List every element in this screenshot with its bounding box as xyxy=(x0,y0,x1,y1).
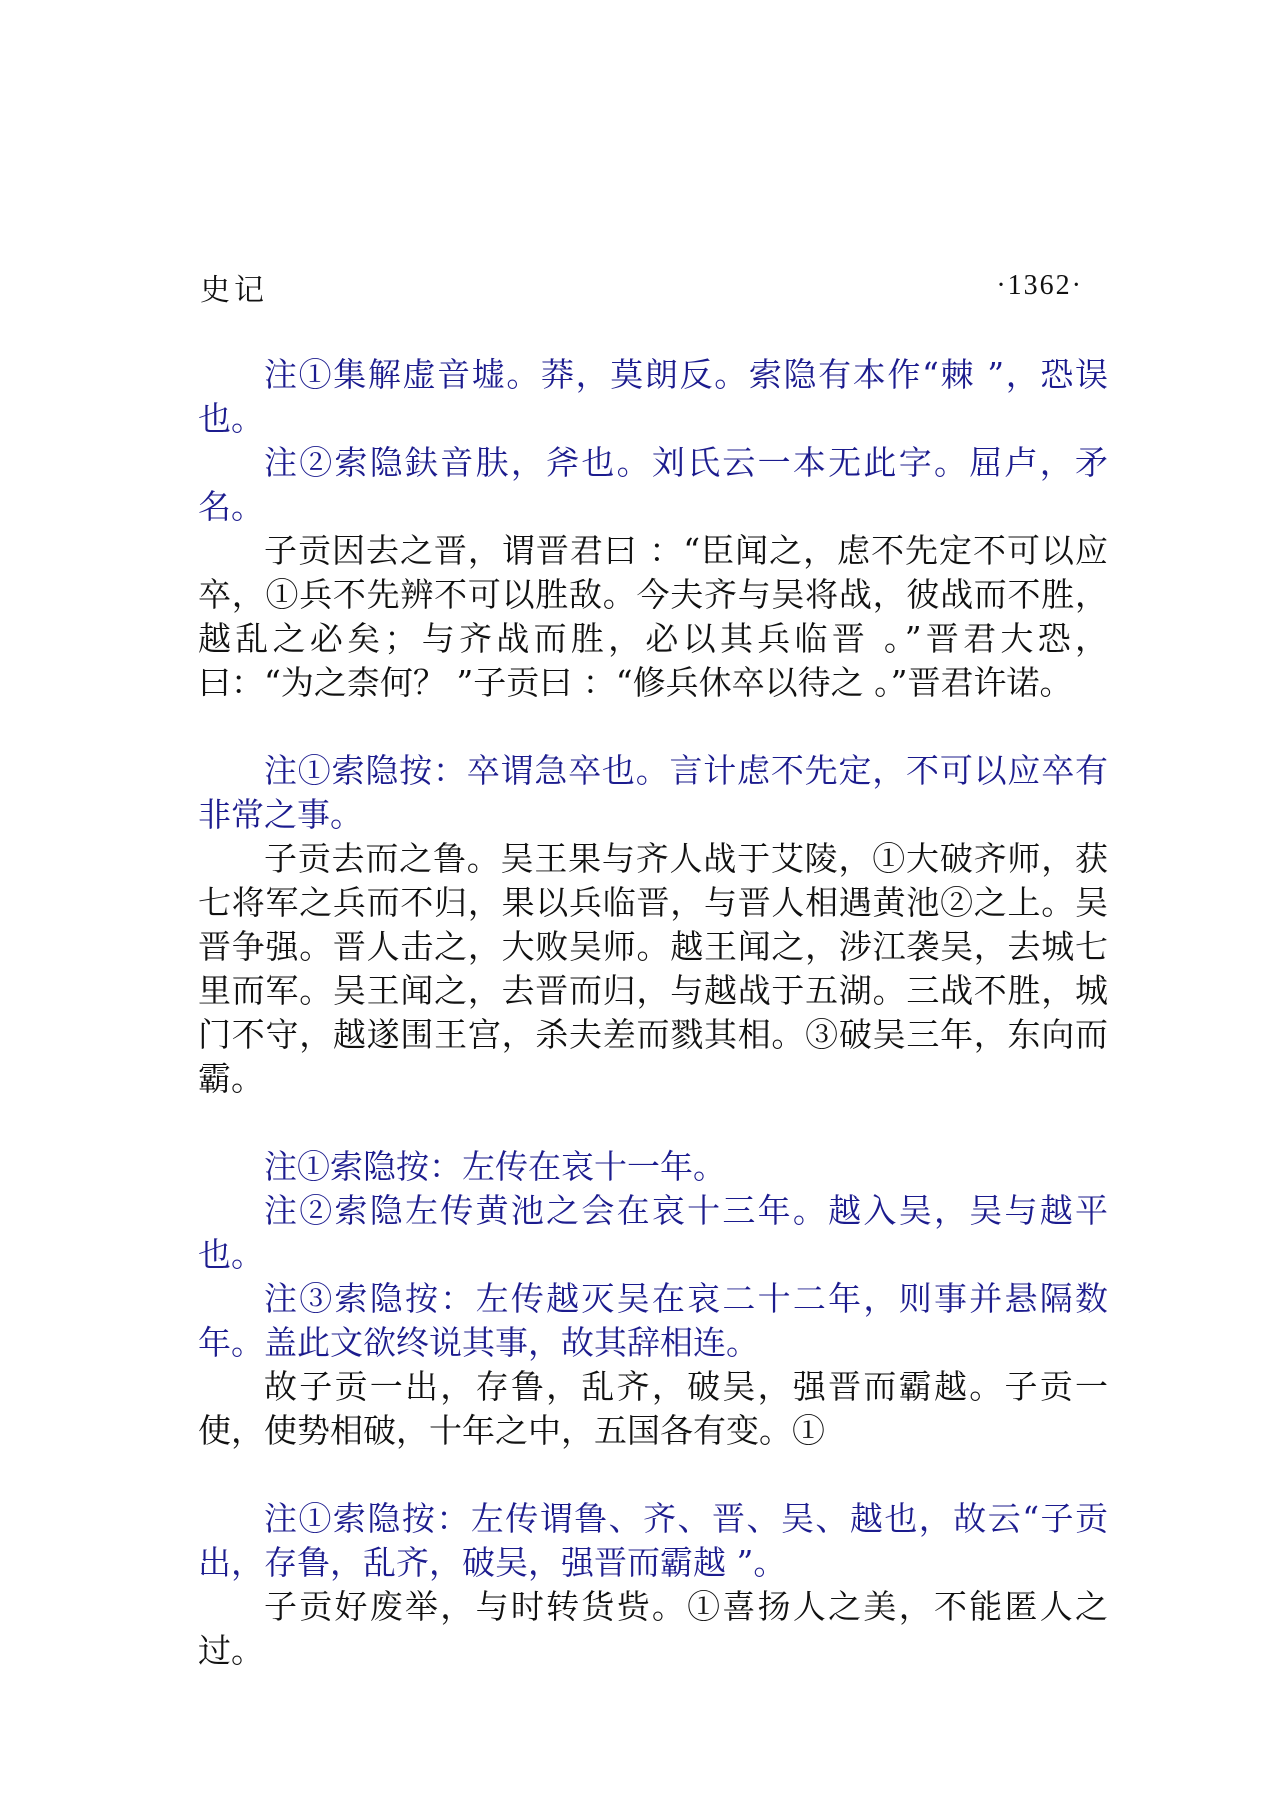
annotation-paragraph: 注③索隐按：左传越灭吴在哀二十二年，则事并悬隔数年。盖此文欲终说其事，故其辞相连。 xyxy=(198,1279,1108,1362)
body-text xyxy=(198,353,1108,1673)
paragraph-gap xyxy=(198,705,1108,749)
annotation-paragraph: 注①索隐按：左传在哀十一年。 xyxy=(264,1147,726,1186)
annotation-paragraph: 注②索隐左传黄池之会在哀十三年。越入吴，吴与越平也。 xyxy=(198,1191,1108,1274)
text-paragraph: 子贡去而之鲁。吴王果与齐人战于艾陵，①大破齐师，获七将军之兵而不归，果以兵临晋，与晋人相遇黄池②之上。吴晋争强。晋人击之，大败吴师。越王闻之，涉江袭吴，去城七里而军。吴王闻之，去晋而归，与越战于五湖。三战不胜，城门不守，越遂围王宫，杀夫差而戮其相。③破吴三年，东向而霸。 xyxy=(198,839,1108,1098)
page-number: ·1362· xyxy=(996,270,1083,301)
text-paragraph: 子贡好废举，与时转货赀。①喜扬人之美，不能匿人之过。 xyxy=(198,1587,1108,1670)
annotation-paragraph: 注②索隐鈇音肤，斧也。刘氏云一本无此字。屈卢，矛名。 xyxy=(198,443,1108,526)
running-head-title: 史记 xyxy=(200,273,268,308)
annotation-paragraph: 注①索隐按：卒谓急卒也。言计虑不先定，不可以应卒有非常之事。 xyxy=(198,751,1108,834)
text-paragraph: 子贡因去之晋，谓晋君曰 ：“臣闻之，虑不先定不可以应卒，①兵不先辨不可以胜敌。今夫齐与吴将战，彼战而不胜，越乱之必矣；与齐战而胜，必以其兵临晋 。”晋君大恐，曰：“为之柰何？ ”子贡曰 ：“修兵休卒以待之 。”晋君许诺。 xyxy=(198,531,1108,702)
annotation-paragraph: 注①集解虚音墟。莽，莫朗反。索隐有本作“棘 ”，恐误也。 xyxy=(198,355,1108,438)
text-paragraph: 故子贡一出，存鲁，乱齐，破吴，强晋而霸越。子贡一使，使势相破，十年之中，五国各有变。① xyxy=(198,1367,1108,1450)
annotation-paragraph: 注①索隐按：左传谓鲁、齐、晋、吴、越也，故云“子贡出，存鲁，乱齐，破吴，强晋而霸越 ”。 xyxy=(198,1499,1108,1582)
paragraph-gap xyxy=(198,1453,1108,1497)
paragraph-gap xyxy=(198,1101,1108,1145)
